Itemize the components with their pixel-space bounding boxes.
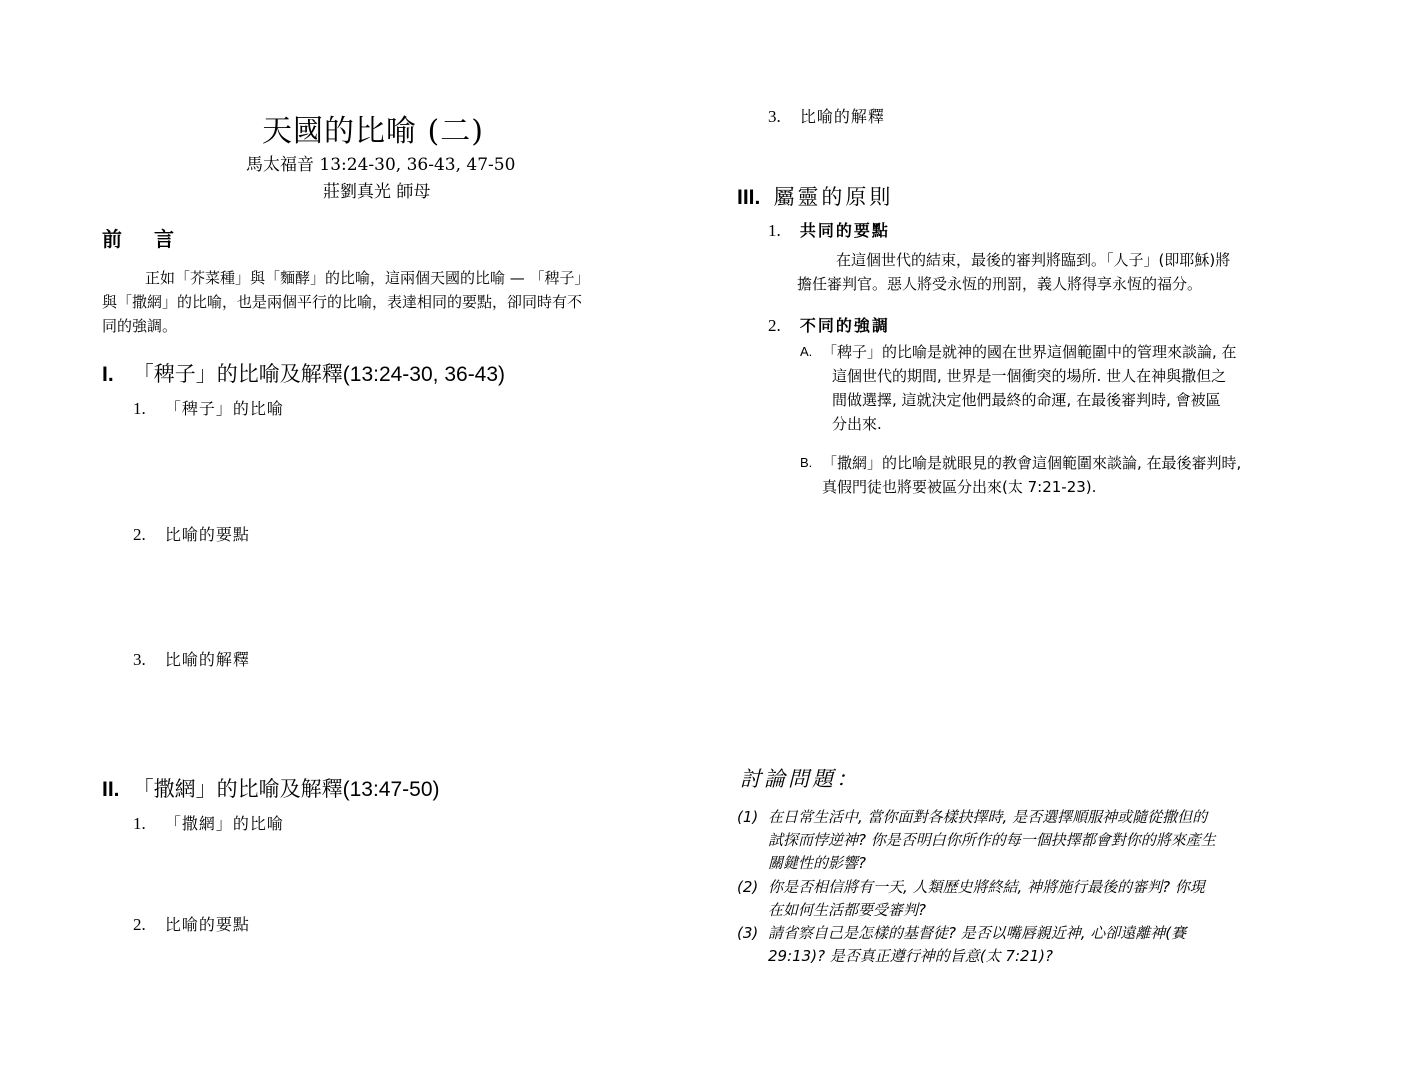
item-label: 比喻的解釋 xyxy=(799,107,885,126)
page-title: 天國的比喻 (二) xyxy=(262,114,484,149)
subpoint-b-line-2: 真假門徒也將要被區分出來(太 7:21-23). xyxy=(822,478,1097,496)
question-1-line-2: 試探而悖逆神? 你是否明白你所作的每一個抉擇都會對你的將來產生 xyxy=(768,831,1216,849)
question-1-line-1: 在日常生活中, 當你面對各樣抉擇時, 是否選擇順服神或隨從撒但的 xyxy=(768,808,1208,826)
section-3-item-2 xyxy=(768,313,890,336)
item-label: 比喻的要點 xyxy=(164,915,250,934)
common-point-line-1: 在這個世代的結束，最後的審判將臨到。「人子」(即耶穌)將 xyxy=(836,251,1231,269)
subpoint-a-line-2: 這個世代的期間, 世界是一個衝突的場所. 世人在神與撒但之 xyxy=(832,367,1227,385)
preface-line-1: 正如「芥菜種」與「麵酵」的比喻，這兩個天國的比喻 — 「稗子」 xyxy=(145,269,590,287)
section-1-heading xyxy=(102,358,505,388)
question-2-line-1: 你是否相信將有一天, 人類歷史將終結, 神將施行最後的審判? 你現 xyxy=(768,878,1205,896)
question-3-line-1: 請省察自己是怎樣的基督徒? 是否以嘴唇親近神, 心卻遠離神(賽 xyxy=(768,924,1187,942)
item-label: 「撒網」的比喻 xyxy=(164,814,284,833)
section-3-heading xyxy=(737,181,893,211)
right-item-3 xyxy=(768,104,885,127)
subpoint-a-line-3: 間做選擇, 這就決定他們最終的命運, 在最後審判時, 會被區 xyxy=(832,391,1221,409)
item-number: 2. xyxy=(768,316,781,335)
question-2-number: (2) xyxy=(737,878,759,896)
question-3-number: (3) xyxy=(737,924,759,942)
section-2-item-2 xyxy=(133,912,250,935)
subpoint-b-line-1: 「撒網」的比喻是就眼見的教會這個範圍來談論, 在最後審判時, xyxy=(822,454,1242,472)
preface-heading: 前 言 xyxy=(102,227,180,251)
preface-line-3: 同的強調。 xyxy=(102,317,178,335)
preface-line-2: 與「撒網」的比喻，也是兩個平行的比喻，表達相同的要點，卻同時有不 xyxy=(102,293,583,311)
scripture-reference: 馬太福音 13:24-30, 36-43, 47-50 xyxy=(246,155,516,175)
question-1-line-3: 關鍵性的影響? xyxy=(768,854,866,872)
subpoint-b-label: B. xyxy=(800,455,813,470)
section-2-heading xyxy=(102,773,440,803)
subpoint-a-line-1: 「稗子」的比喻是就神的國在世界這個範圍中的管理來談論, 在 xyxy=(822,343,1237,361)
common-point-line-2: 擔任審判官。惡人將受永恆的刑罰，義人將得享永恆的福分。 xyxy=(797,275,1203,293)
section-3-roman: III. xyxy=(737,186,761,209)
section-1-item-1 xyxy=(133,396,284,419)
item-number: 1. xyxy=(133,814,146,833)
item-label: 共同的要點 xyxy=(799,221,890,240)
subpoint-a-label: A. xyxy=(800,344,813,359)
section-1-item-3 xyxy=(133,647,250,670)
item-number: 1. xyxy=(133,399,146,418)
subpoint-a-line-4: 分出來. xyxy=(832,415,882,433)
item-label: 比喻的解釋 xyxy=(164,650,250,669)
section-3-title: 屬靈的原則 xyxy=(773,185,894,209)
section-2-title: 「撒網」的比喻及解釋 xyxy=(132,777,343,801)
item-number: 3. xyxy=(133,650,146,669)
item-label: 「稗子」的比喻 xyxy=(164,399,284,418)
section-2-item-1 xyxy=(133,811,284,834)
author: 莊劉真光 師母 xyxy=(323,182,431,202)
question-3-line-2: 29:13)? 是否真正遵行神的旨意(太 7:21)? xyxy=(768,947,1053,965)
item-number: 1. xyxy=(768,221,781,240)
section-1-ref: (13:24-30, 36-43) xyxy=(342,363,506,386)
item-number: 2. xyxy=(133,915,146,934)
section-2-roman: II. xyxy=(102,778,120,801)
item-label: 不同的強調 xyxy=(799,316,890,335)
question-1-number: (1) xyxy=(737,808,759,826)
section-1-title: 「稗子」的比喻及解釋 xyxy=(132,362,343,386)
section-2-ref: (13:47-50) xyxy=(342,778,440,801)
question-2-line-2: 在如何生活都要受審判? xyxy=(768,901,926,919)
item-label: 比喻的要點 xyxy=(164,525,250,544)
section-3-item-1 xyxy=(768,218,890,241)
discussion-heading: 討論問題： xyxy=(740,767,860,791)
item-number: 3. xyxy=(768,107,781,126)
item-number: 2. xyxy=(133,525,146,544)
section-1-item-2 xyxy=(133,522,250,545)
section-1-roman: I. xyxy=(102,363,114,386)
